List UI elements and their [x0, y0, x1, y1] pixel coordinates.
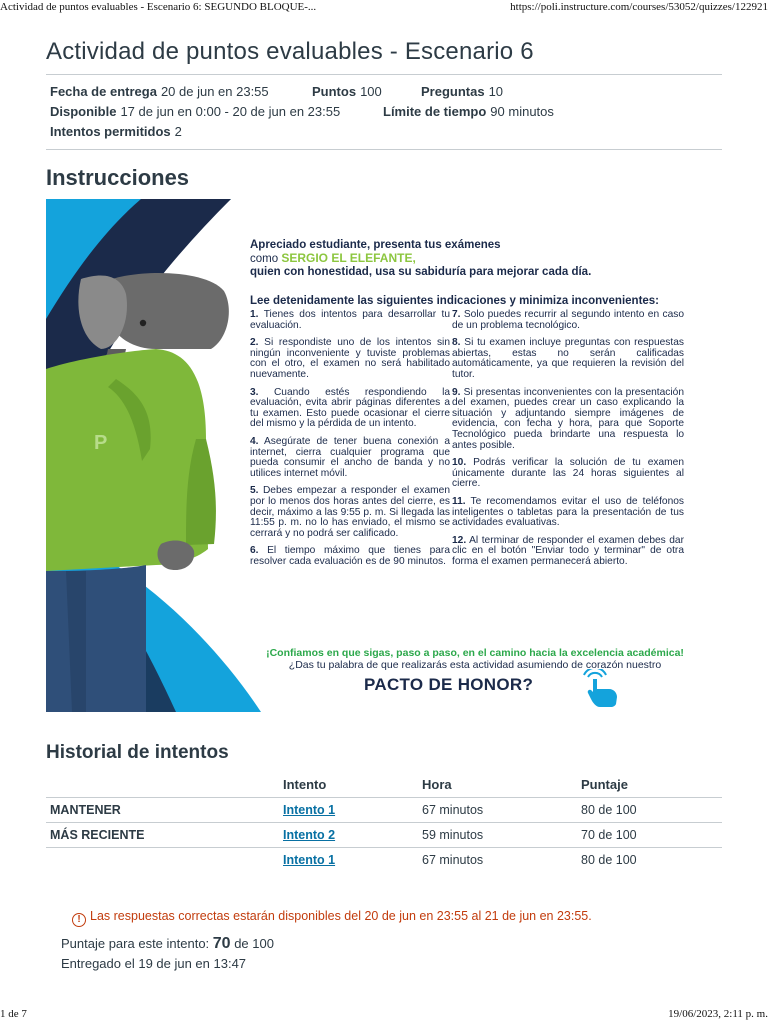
questions-count: Preguntas 10: [421, 84, 504, 99]
list-item: 2. Si respondiste uno de los intentos sin ningún inconveniente y tuviste problemas con el otro, el examen no será habilitado nuevamente.: [250, 337, 450, 380]
attempt-time: 59 minutos: [422, 822, 581, 847]
table-header-row: [46, 772, 722, 797]
time-limit: Límite de tiempo 90 minutos: [383, 104, 554, 119]
print-timestamp: 19/06/2023, 2:11 p. m.: [668, 1008, 768, 1020]
banner-closing: ¡Confiamos en que sigas, paso a paso, en el camino hacia la excelencia académica! ¿Das tu palabra de que realizarás esta actividad asumiendo de corazón nuestro: [266, 647, 684, 671]
allowed-attempts: Intentos permitidos 2: [50, 124, 182, 139]
divider: [46, 74, 722, 75]
pointing-hand-icon: [582, 669, 622, 709]
attempt-score: 70 de 100: [581, 822, 722, 847]
attempt-time: 67 minutos: [422, 847, 581, 872]
instructions-heading: Instrucciones: [46, 165, 190, 190]
divider: [46, 149, 722, 150]
attempt-score-summary: Puntaje para este intento: 70 de 100: [61, 935, 274, 952]
column-header: Hora: [422, 776, 452, 792]
list-item: 12. Al terminar de responder el examen debes dar clic en el botón "Enviar todo y terminar" de otra forma el examen permanecerá abierto.: [452, 534, 684, 567]
page-counter: 1 de 7: [0, 1008, 27, 1020]
attempt-status: MANTENER: [46, 797, 283, 822]
print-header-url: https://poli.instructure.com/courses/53052/quizzes/122921: [510, 1, 768, 13]
banner-read-carefully: Lee detenidamente las siguientes indicaciones y minimiza inconvenientes:: [250, 295, 660, 307]
print-header: [0, 0, 768, 16]
table-row: [46, 797, 722, 822]
attempt-history-table: [46, 772, 722, 872]
attempt-status: MÁS RECIENTE: [46, 822, 283, 847]
available-window: Disponible 17 de jun en 0:00 - 20 de jun en 23:55: [50, 104, 341, 119]
list-item: 9. Si presentas inconvenientes con la presentación del examen, puedes crear un caso explicando la situación y adjuntando siempre imágenes de evidencia, con fecha y hora, para que Soporte Tecnológico pueda brindarte una respuesta lo antes posible.: [452, 386, 684, 451]
column-header: Puntaje: [581, 776, 628, 792]
attempt-link[interactable]: Intento 1: [283, 852, 336, 867]
table-row: [46, 847, 722, 872]
honor-pact-title: PACTO DE HONOR?: [364, 675, 534, 694]
column-header: Intento: [283, 776, 327, 792]
list-item: 7. Solo puedes recurrir al segundo intento en caso de un problema tecnológico.: [452, 309, 684, 331]
list-item: 6. El tiempo máximo que tienes para resolver cada evaluación es de 90 minutos.: [250, 545, 450, 567]
list-item: 5. Debes empezar a responder el examen por lo menos dos horas antes del cierre, es decir, máximo a las 9:55 p. m. Si llegada las 11:55 p. m. no lo has enviado, el mismo se cerrará y no podrá ser calificado.: [250, 485, 450, 539]
points: Puntos 100: [312, 84, 382, 99]
attempt-link[interactable]: Intento 2: [283, 827, 336, 842]
instructions-list-right: [452, 310, 684, 574]
attempt-status: [46, 847, 283, 872]
list-item: 1. Tienes dos intentos para desarrollar tu evaluación.: [250, 309, 450, 331]
attempt-score: 80 de 100: [581, 797, 722, 822]
attempt-time: 67 minutos: [422, 797, 581, 822]
instructions-banner: [46, 199, 722, 712]
answers-availability-notice: ! Las respuestas correctas estarán disponibles del 20 de jun en 23:55 al 21 de jun en 23:55.: [72, 909, 592, 927]
list-item: 10. Podrás verificar la solución de tu examen únicamente durante las 24 horas siguientes al cierre.: [452, 457, 684, 490]
print-header-title: Actividad de puntos evaluables - Escenario 6: SEGUNDO BLOQUE-...: [0, 1, 317, 13]
list-item: 4. Asegúrate de tener buena conexión a internet, cierra cualquier programa que pueda consumir el ancho de banda y no utilices internet móvil.: [250, 435, 450, 479]
attempt-link[interactable]: Intento 1: [283, 802, 336, 817]
list-item: 8. Si tu examen incluye preguntas con respuestas abiertas, estas no serán calificadas automáticamente, ya que requieren la revisión del tutor.: [452, 337, 684, 380]
table-row: [46, 822, 722, 847]
list-item: 3. Cuando estés respondiendo la evaluación, evita abrir páginas diferentes a tu examen. Esto puede ocasionar el cierre del mismo y la pérdida de un intento.: [250, 386, 450, 430]
warning-circle-icon: !: [72, 913, 86, 927]
banner-intro: Apreciado estudiante, presenta tus exámenes como SERGIO EL ELEFANTE, quien con honestidad, usa su sabiduría para mejorar cada día.: [250, 239, 592, 278]
submitted-date: Entregado el 19 de jun en 13:47: [61, 956, 247, 971]
instructions-list-left: [250, 310, 450, 574]
attempt-score: 80 de 100: [581, 847, 722, 872]
list-item: 11. Te recomendamos evitar el uso de teléfonos inteligentes o tabletas para la presentación de tus actividades evaluativas.: [452, 495, 684, 529]
due-date: Fecha de entrega 20 de jun en 23:55: [50, 84, 269, 99]
score-value: 70: [212, 935, 231, 952]
svg-text:P: P: [94, 432, 108, 454]
print-footer: [0, 1008, 768, 1024]
attempt-history-heading: Historial de intentos: [46, 742, 229, 763]
page-title: Actividad de puntos evaluables - Escenario 6: [46, 38, 534, 65]
column-header: [46, 772, 283, 797]
